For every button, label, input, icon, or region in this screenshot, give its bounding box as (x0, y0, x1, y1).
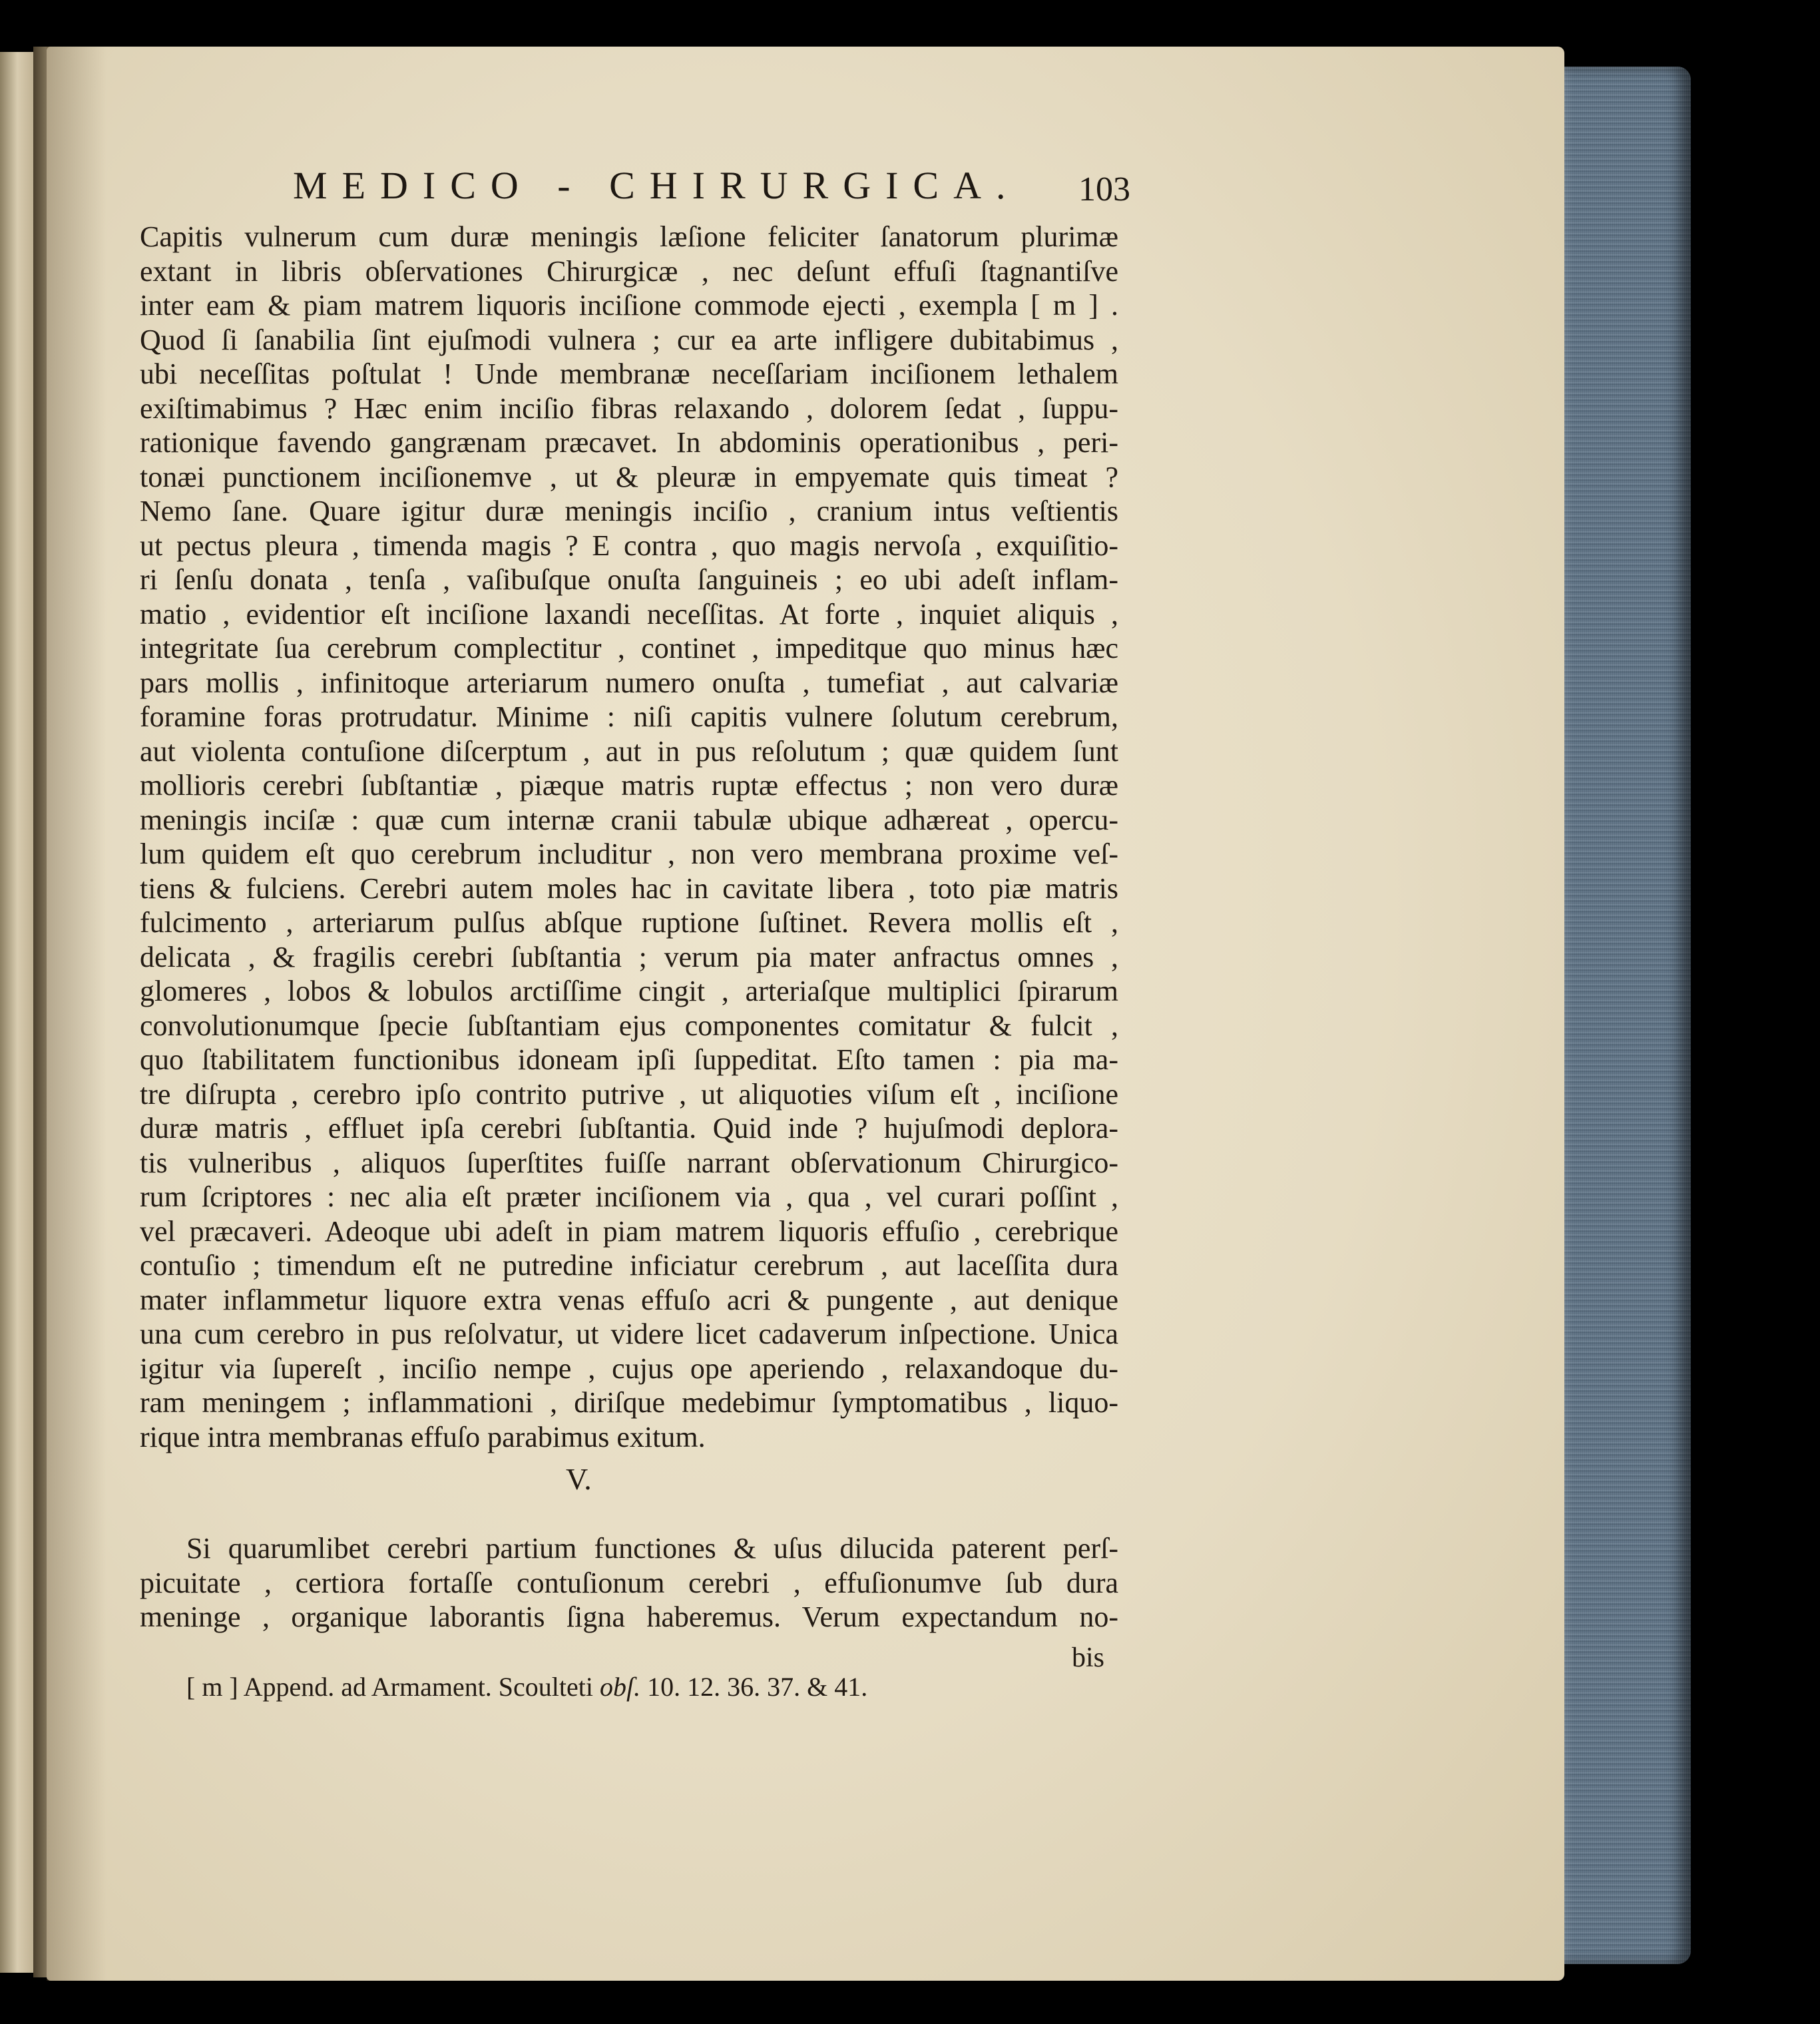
text-line: una cum cerebro in pus reſolvatur, ut videre licet cadaverum inſpectione. Unica (140, 1318, 1118, 1350)
running-head: MEDICO - CHIRURGICA. (293, 164, 1021, 207)
text-line: foramine foras protrudatur. Minime : niſi capitis vulnere ſolutum cerebrum, (140, 700, 1118, 733)
paragraph-1 (140, 220, 1118, 1454)
text-line: meninge , organique laborantis ſigna haberemus. Verum expectandum no- (140, 1601, 1118, 1633)
text-line: ram meningem ; inflammationi , diriſque medebimur ſymptomatibus , liquo- (140, 1386, 1118, 1419)
text-line: Capitis vulnerum cum duræ meningis læſione feliciter ſanatorum plurimæ (140, 220, 1118, 253)
text-line: igitur via ſupereſt , inciſio nempe , cujus ope aperiendo , relaxandoque du- (140, 1352, 1118, 1385)
paragraph-2 (140, 1531, 1118, 1635)
text-line: rationique favendo gangrænam præcavet. In abdominis operationibus , peri- (140, 426, 1118, 459)
text-line: glomeres , lobos & lobulos arctiſſime cingit , arteriaſque multiplici ſpirarum (140, 975, 1118, 1007)
text-line: mollioris cerebri ſubſtantiæ , piæque matris ruptæ effectus ; non vero duræ (140, 769, 1118, 802)
text-line: ri ſenſu donata , tenſa , vaſibuſque onuſta ſanguineis ; eo ubi adeſt inflam- (140, 563, 1118, 596)
page-number: 103 (1078, 170, 1130, 208)
section-numeral: V. (566, 1462, 592, 1496)
text-line: Quod ſi ſanabilia ſint ejuſmodi vulnera ; cur ea arte infligere dubitabimus , (140, 323, 1118, 356)
text-line: quo ſtabilitatem functionibus idoneam ipſi ſuppeditat. Eſto tamen : pia ma- (140, 1043, 1118, 1076)
text-line: mater inflammetur liquore extra venas effuſo acri & pungente , aut denique (140, 1283, 1118, 1316)
footnote-marker: [ m ] (186, 1672, 238, 1702)
text-line: pars mollis , infinitoque arteriarum numero onuſta , tumefiat , aut calvariæ (140, 666, 1118, 699)
text-line: lum quidem eſt quo cerebrum includitur , non vero membrana proxime veſ- (140, 838, 1118, 870)
text-line: ut pectus pleura , timenda magis ? E contra , quo magis nervoſa , exquiſitio- (140, 529, 1118, 562)
text-line: contuſio ; timendum eſt ne putredine inficiatur cerebrum , aut laceſſita dura (140, 1249, 1118, 1282)
text-line: tre diſrupta , cerebro ipſo contrito putrive , ut aliquoties viſum eſt , inciſione (140, 1077, 1118, 1111)
text-line: aut violenta contuſione diſcerptum , aut in pus reſolutum ; quæ quidem ſunt (140, 734, 1118, 768)
text-line: convolutionumque ſpecie ſubſtantiam ejus componentes comitatur & fulcit , (140, 1009, 1118, 1042)
text-line: matio , evidentior eſt inciſione laxandi neceſſitas. At forte , inquiet aliquis , (140, 597, 1118, 631)
footnote-italic: obſ. (600, 1672, 641, 1702)
text-line: vel præcaveri. Adeoque ubi adeſt in piam matrem liquoris effuſio , cerebrique (140, 1214, 1118, 1248)
text-line: picuitate , certiora fortaſſe contuſionum cerebri , effuſionumve ſub dura (140, 1566, 1118, 1599)
footnote (186, 1671, 867, 1702)
text-line: meningis inciſæ : quæ cum internæ cranii tabulæ ubique adhæreat , opercu- (140, 803, 1118, 836)
text-line: tonæi punctionem inciſionemve , ut & pleuræ in empyemate quis timeat ? (140, 460, 1118, 493)
text-line: delicata , & fragilis cerebri ſubſtantia ; verum pia mater anfractus omnes , (140, 940, 1118, 973)
text-line: fulcimento , arteriarum pulſus abſque ruptione ſuſtinet. Revera mollis eſt , (140, 906, 1118, 939)
text-line: tis vulneribus , aliquos ſuperſtites fuiſſe narrant obſervationum Chirurgico- (140, 1146, 1118, 1179)
text-line: extant in libris obſervationes Chirurgicæ , nec deſunt effuſi ſtagnantiſve (140, 254, 1118, 288)
book-page-block (1561, 67, 1691, 1964)
text-line: integritate ſua cerebrum complectitur , continet , impeditque quo minus hæc (140, 632, 1118, 664)
text-line: duræ matris , effluet ipſa cerebri ſubſtantia. Quid inde ? hujuſmodi deplora- (140, 1112, 1118, 1144)
text-line: ubi neceſſitas poſtulat ! Unde membranæ neceſſariam inciſionem lethalem (140, 358, 1118, 390)
page-header (293, 163, 1130, 216)
text-line: exiſtimabimus ? Hæc enim inciſio fibras relaxando , dolorem ſedat , ſuppu- (140, 391, 1118, 425)
text-line: inter eam & piam matrem liquoris inciſione commode ejecti , exempla [ m ] . (140, 289, 1118, 322)
footnote-refs: 10. 12. 36. 37. & 41. (647, 1672, 868, 1702)
text-line: Nemo ſane. Quare igitur duræ meningis inciſio , cranium intus veſtientis (140, 495, 1118, 527)
footnote-text: Append. ad Armament. Scoulteti (243, 1672, 594, 1702)
text-line: Si quarumlibet cerebri partium functiones & uſus dilucida paterent perſ- (186, 1532, 1118, 1565)
text-line: rique intra membranas effuſo parabimus exitum. (140, 1420, 706, 1453)
text-line: rum ſcriptores : nec alia eſt præter inciſionem via , qua , vel curari poſſint , (140, 1180, 1118, 1213)
catchword: bis (1072, 1643, 1105, 1673)
text-line: tiens & fulciens. Cerebri autem moles hac in cavitate libera , toto piæ matris (140, 872, 1118, 905)
